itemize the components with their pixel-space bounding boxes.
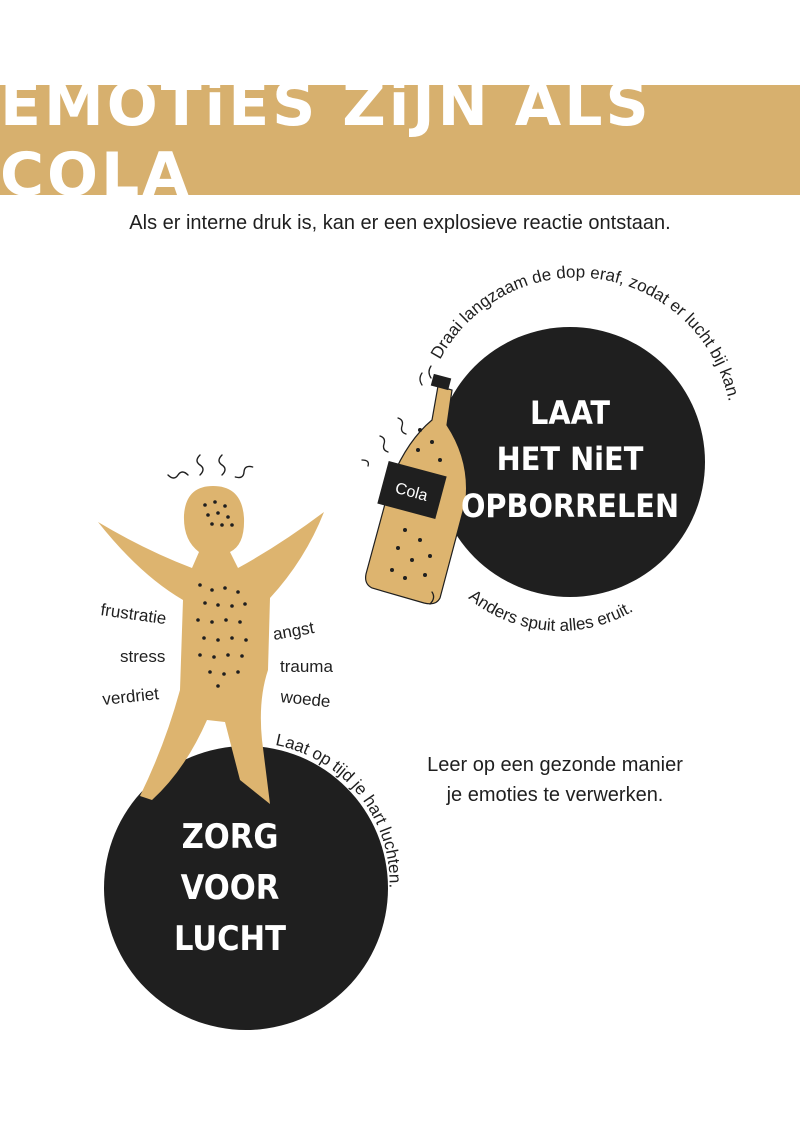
emotions-left (99, 600, 167, 709)
lower-arc-text: Laat op tijd je hart luchten. (274, 730, 405, 889)
page-title: EMOTiES ZiJN ALS COLA (0, 70, 652, 210)
emotion-word: verdriet (101, 684, 160, 709)
top-arc-text: Draai langzaam de dop eraf, zodat er lucht bij kan. (426, 262, 744, 403)
top-bubble-text (460, 390, 680, 529)
cola-bottle-icon (362, 366, 467, 604)
bubble-line: OPBORRELEN (460, 486, 680, 525)
subtitle: Als er interne druk is, kan er een explosieve reactie ontstaan. (129, 212, 671, 234)
bottle-label: Cola (393, 479, 430, 505)
bubble-line: HET NiET (496, 440, 644, 479)
emotion-word: frustratie (99, 600, 168, 629)
bubble-line: LAAT (529, 394, 611, 432)
bubble-line: VOOR (180, 868, 280, 908)
bubble-line: ZORG (181, 817, 279, 857)
emotion-word: stress (120, 647, 166, 666)
bottom-arc-text: Anders spuit alles eruit. (465, 586, 636, 635)
emotion-word: trauma (280, 657, 333, 676)
advice-line: je emoties te verwerken. (446, 784, 664, 806)
emotion-word: woede (279, 687, 332, 712)
emotion-word: angst (271, 618, 316, 644)
emotions-right (271, 618, 333, 711)
bubble-line: LUCHT (173, 919, 287, 959)
bottom-bubble-text (130, 812, 330, 965)
advice-line: Leer op een gezonde manier (427, 754, 683, 776)
advice-text (390, 750, 720, 810)
